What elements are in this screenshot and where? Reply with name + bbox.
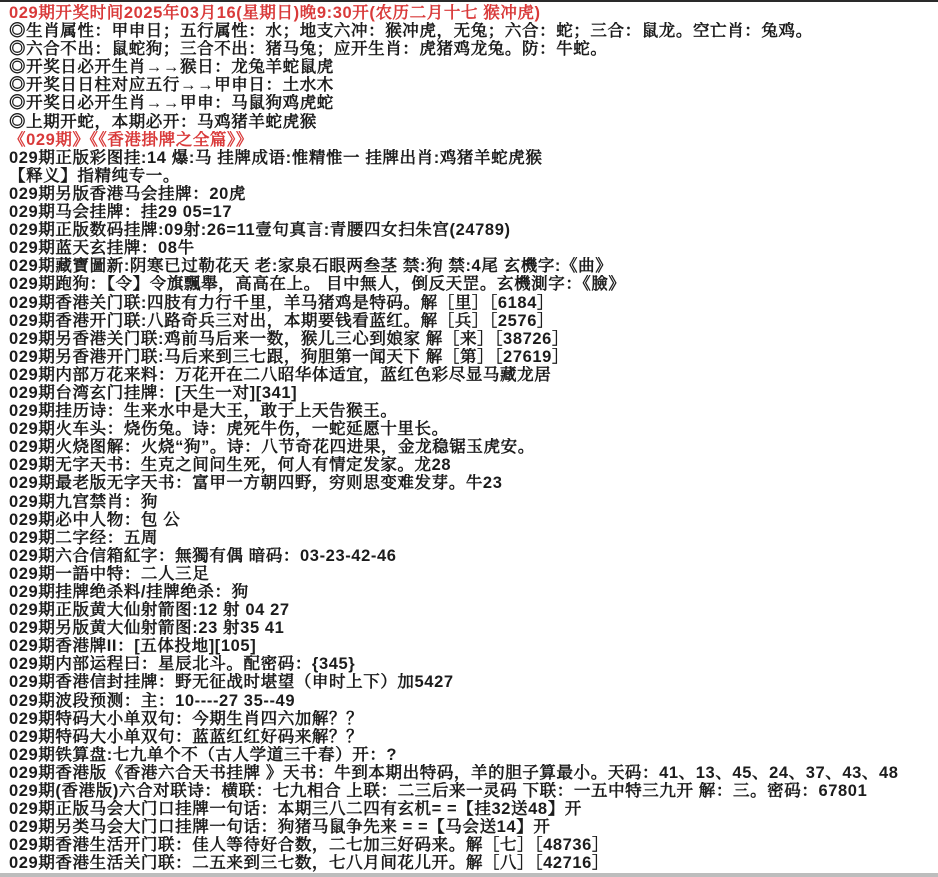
official-archer-line: 029期正版黄大仙射箭图:12 射 04 27 <box>9 601 290 620</box>
draw-time-header: 029期开奖时间2025年03月16(星期日)晚9:30开(农历二月十七 猴冲虎) <box>9 4 541 22</box>
digital-guapai-line: 029期正版数码挂牌:09射:26=11壹句真言:青腰四女扫朱宫(24789) <box>9 221 511 240</box>
must-open-zodiac-line-2: ◎开奖日必开生肖→→甲申：马鼠狗鸡虎蛇 <box>9 94 334 113</box>
treasure-map-line: 029期藏寶圖新:阴寒已过勒花天 老:家泉石眼两叁茎 禁:狗 禁:4尾 玄機字:《曲》 <box>9 257 613 276</box>
wordless-book-line: 029期无字天书：生克之间问生死，何人有情定发家。龙28 <box>9 456 452 475</box>
liuhe-exclusions-line: ◎六合不出：鼠蛇狗；三合不出：猪马兔；应开生肖：虎猪鸡龙兔。防：牛蛇。 <box>9 40 608 59</box>
hk-pai-ii-line: 029期香港牌II：[五体投地][105] <box>9 637 257 656</box>
five-elements-line: ◎开奖日日柱对应五行→→甲申日：土水木 <box>9 76 334 95</box>
size-oddeven-phrase-line-2: 029期特码大小单双句：蓝蓝红红好码来解？？ <box>9 727 364 746</box>
ninth-palace-ban-line: 029期九宫禁肖：狗 <box>9 492 159 511</box>
alt-hk-open-couplet-line: 029期另香港开门联:马后来到三七跟，狗胆第一闻天下 解［第］［27619］ <box>9 347 570 366</box>
life-close-couplet-line: 029期香港生活关门联：二五来到三七数，七八月间花儿开。解［八］［42716］ <box>9 854 610 873</box>
two-word-scripture-line: 029期二字经：五周 <box>9 528 159 547</box>
oldest-wordless-book-line: 029期最老版无字天书：富甲一方朝四野，穷则思变难发芽。牛23 <box>9 474 503 493</box>
hk-close-couplet-line: 029期香港关门联:四肢有力行千里，羊马猪鸡是特码。解［里］［6184］ <box>9 293 555 312</box>
last-issue-line: ◎上期开蛇，本期必开：马鸡猪羊蛇虎猴 <box>9 112 317 131</box>
band-prediction-line: 029期波段预测：主：10----27 35--49 <box>9 691 296 710</box>
calendar-poem-line: 029期挂历诗：生来水中是大王，敢于上天告猴王。 <box>9 402 398 421</box>
internal-fortune-line: 029期内部运程曰：星辰北斗。配密码：{345} <box>9 655 356 674</box>
guapai-section-title: 《029期》《《香港掛牌之全篇》》 <box>9 130 253 149</box>
official-gate-phrase-line: 029期正版马会大门口挂牌一句话：本期三八二四有玄机= =【挂32送48】开 <box>9 800 582 819</box>
alt-hk-close-couplet-line: 029期另香港关门联:鸡前马后来一数，猴儿三心到娘家 解［来］［38726］ <box>9 329 570 348</box>
locomotive-line: 029期火车头：烧伤兔。诗：虎死牛伤，一蛇延愿十里长。 <box>9 420 449 439</box>
official-color-chart-line: 029期正版彩图挂:14 爆:马 挂牌成语:惟精惟一 挂牌出肖:鸡猪羊蛇虎猴 <box>9 148 543 167</box>
iron-abacus-line: 029期铁算盘:七九单个不（古人学道三千春）开：? <box>9 745 398 764</box>
mailbox-red-words-line: 029期六合信箱紅字：無獨有偶 暗码：03-23-42-46 <box>9 546 397 565</box>
alt-hk-jockey-club-line: 029期另版香港马会挂牌：20虎 <box>9 184 246 203</box>
fire-diagram-line: 029期火烧图解：火烧“狗”。诗：八节奇花四进果，金龙稳锯玉虎安。 <box>9 438 535 457</box>
blue-sky-guapai-line: 029期蓝天玄挂牌：08牛 <box>9 239 195 258</box>
heaven-book-guapai-line: 029期香港版《香港六合天书挂牌 》天书：牛到本期出特码，羊的胆子算最小。天码：41、13、45、24、37、43、48 <box>9 763 899 782</box>
hk-open-couplet-line: 029期香港开门联:八路奇兵三对出，本期要钱看蓝红。解［兵］［2576］ <box>9 311 555 330</box>
text-lines-container <box>0 2 938 873</box>
hk-envelope-line: 029期香港信封挂牌：野无征战时堪望（申时上下）加5427 <box>9 673 454 692</box>
taiwan-xuanmen-line: 029期台湾玄门挂牌：[天生一对][341] <box>9 383 298 402</box>
one-phrase-special-line: 029期一語中特：二人三足 <box>9 564 210 583</box>
life-open-couplet-line: 029期香港生活开门联：佳人等待好合数，二七加三好码来。解［七］［48736］ <box>9 836 610 855</box>
must-hit-figure-line: 029期必中人物：包 公 <box>9 510 181 529</box>
couplet-poem-line: 029期(香港版)六合对联诗：横联：七九相合 上联：二三后来一灵码 下联：一五中特三九开 解：三。密码：67801 <box>9 782 868 801</box>
idiom-explanation-line: 【释义】指精纯专一。 <box>9 166 180 185</box>
alt-archer-line: 029期另版黄大仙射箭图:23 射35 41 <box>9 619 285 638</box>
jockey-club-guapai-line: 029期马会挂牌：挂29 05=17 <box>9 203 233 222</box>
guapai-kill-line: 029期挂牌绝杀料/挂牌绝杀：狗 <box>9 583 249 601</box>
alt-gate-phrase-line: 029期另类马会大门口挂牌一句话：狗猪马鼠争先来 = =【马会送14】开 <box>9 818 551 837</box>
zodiac-attributes-line: ◎生肖属性：甲申日；五行属性：水；地支六冲：猴冲虎，无兔；六合：蛇；三合：鼠龙。空亡肖：兔鸡。 <box>9 22 813 41</box>
bottom-edge-line <box>0 873 938 877</box>
internal-wanhua-line: 029期内部万花来料：万花开在二八昭华体适宜，蓝红色彩尽显马藏龙居 <box>9 365 552 384</box>
must-open-zodiac-line-1: ◎开奖日必开生肖→→猴日：龙兔羊蛇鼠虎 <box>9 58 334 77</box>
size-oddeven-phrase-line-1: 029期特码大小单双句：今期生肖四六加解？？ <box>9 709 364 728</box>
running-dog-line: 029期跑狗：【令】令旗飄舉，高高在上。 目中無人，倒反天罡。玄機測字：《臉》 <box>9 275 626 294</box>
